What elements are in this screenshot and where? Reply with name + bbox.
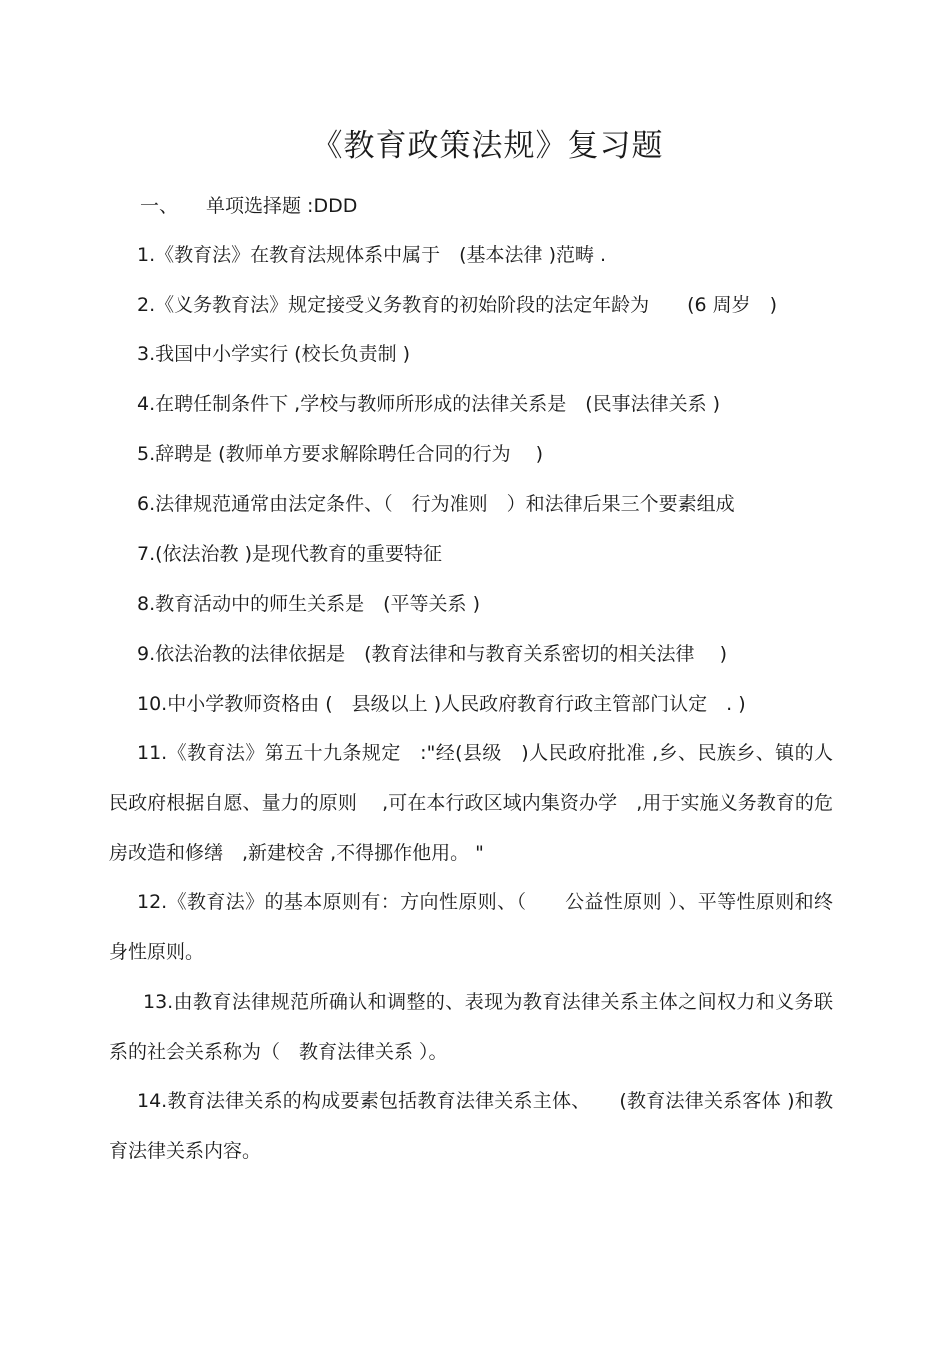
question-2: 2.《义务教育法》规定接受义务教育的初始阶段的法定年龄为 (6 周岁 ) <box>137 294 778 316</box>
section-heading <box>140 192 357 220</box>
document-title: 《教育政策法规》复习题 <box>311 128 664 164</box>
question-3: 3.我国中小学实行 (校长负责制 ) <box>137 343 411 365</box>
question-6: 6.法律规范通常由法定条件、（ 行为准则 ）和法律后果三个要素组成 <box>137 493 735 515</box>
question-12: 12.《教育法》的基本原则有：方向性原则、（ 公益性原则 ）、平等性原则和终身性原则。 <box>109 891 833 963</box>
question-8: 8.教育活动中的师生关系是 (平等关系 ) <box>137 593 480 615</box>
question-4: 4.在聘任制条件下 ,学校与教师所形成的法律关系是 (民事法律关系 ) <box>137 393 721 415</box>
question-5: 5.辞聘是 (教师单方要求解除聘任合同的行为 ) <box>137 443 544 465</box>
question-13: 13.由教育法律规范所确认和调整的、表现为教育法律关系主体之间权力和义务联系的社会关系称为（ 教育法律关系 ）。 <box>109 991 833 1063</box>
question-9: 9.依法治教的法律依据是 (教育法律和与教育关系密切的相关法律 ) <box>137 643 727 665</box>
section-label: 单项选择题 :DDD <box>206 195 358 217</box>
question-14: 14.教育法律关系的构成要素包括教育法律关系主体、 (教育法律关系客体 )和教育法律关系内容。 <box>109 1090 833 1162</box>
question-11: 11.《教育法》第五十九条规定 :"经(县级 )人民政府批准 ,乡、民族乡、镇的人民政府根据自愿、量力的原则 ,可在本行政区域内集资办学 ,用于实施义务教育的危房改造和修缮 ,新建校舍 ,不得挪作他用。 " <box>109 742 833 864</box>
question-1: 1.《教育法》在教育法规体系中属于 (基本法律 )范畴 . <box>137 244 607 266</box>
question-10: 10.中小学教师资格由 ( 县级以上 )人民政府教育行政主管部门认定 . ) <box>137 693 746 715</box>
section-number: 一、 <box>140 195 179 217</box>
question-7: 7.(依法治教 )是现代教育的重要特征 <box>137 543 442 565</box>
